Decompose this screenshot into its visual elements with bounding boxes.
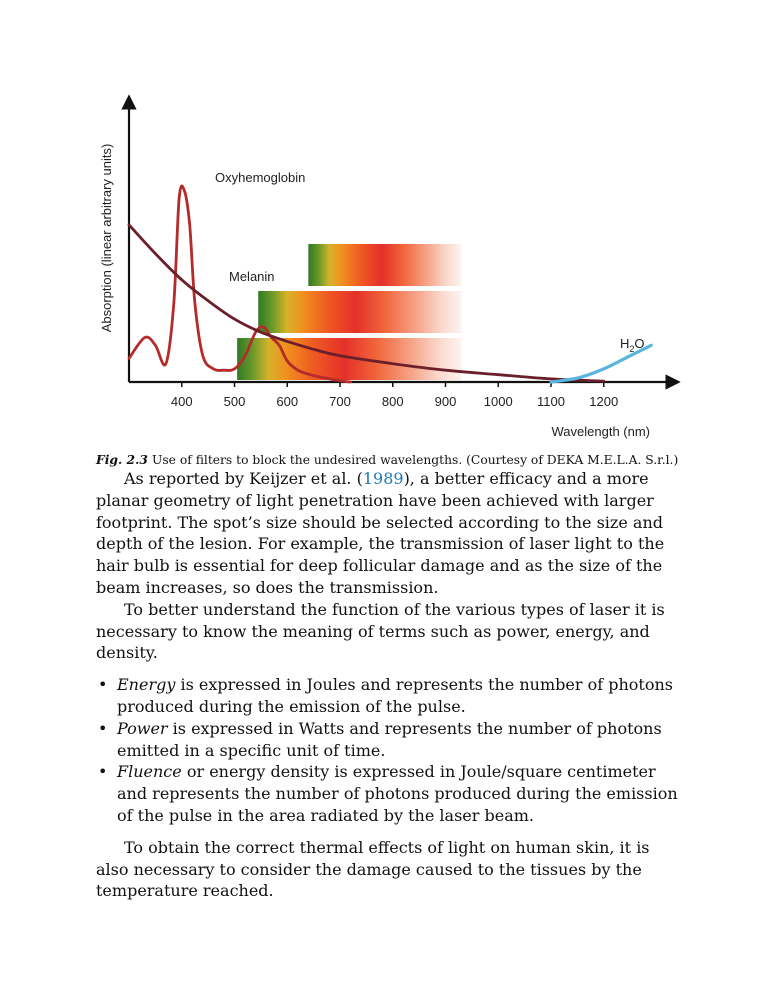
caption-text: Use of filters to block the undesired wavelengths. (Courtesy of DEKA M.E.L.A. S.r.l.): [151, 453, 679, 467]
paragraph-1: [96, 468, 686, 599]
melanin-label: Melanin: [229, 269, 275, 284]
x-tick-label: 1000: [483, 394, 513, 409]
list-item: [96, 718, 686, 762]
term-energy: Energy: [117, 675, 176, 695]
h2o-label-tail: O: [634, 336, 645, 351]
paragraph-1-end: ), a better efficacy and a more planar geometry of light penetration have been achieved with larger footprint. The spot’s size should be selected according to the size and depth of the lesion. For example, the transmission of laser light to the hair bulb is essential for deep follicular damage and as the size of the beam increases, so does the transmission.: [96, 469, 665, 597]
x-tick-label: 600: [276, 394, 299, 409]
x-tick-label: 700: [329, 394, 351, 409]
definition-fluence: or energy density is expressed in Joule/square centimeter and represents the number of photons produced during the emission of the pulse in the area radiated by the laser beam.: [117, 762, 678, 825]
figure-caption: [96, 452, 736, 467]
x-tick-label: 1200: [589, 394, 619, 409]
x-ticks: [171, 382, 618, 409]
x-tick-label: 500: [223, 394, 246, 409]
h2o-label-main: H: [620, 336, 630, 351]
bullet-icon: •: [98, 675, 108, 695]
definition-list: [96, 674, 686, 827]
term-power: Power: [117, 718, 168, 738]
oxyhemoglobin-label: Oxyhemoglobin: [215, 170, 306, 185]
filter-band-3: [308, 244, 461, 286]
x-tick-label: 900: [434, 394, 457, 409]
absorption-chart: [95, 90, 695, 445]
paragraph-3: To obtain the correct thermal effects of light on human skin, it is also necessary to consider the damage caused to the tissues by the temperature reached.: [96, 837, 650, 901]
filter-band-1: [237, 338, 461, 380]
x-tick-label: 400: [170, 394, 193, 409]
paragraph-1-start: As reported by Keijzer et al. (: [124, 469, 363, 488]
definition-power: is expressed in Watts and represents the number of photons emitted in a specific unit of time.: [117, 718, 662, 760]
bullet-icon: •: [98, 762, 108, 782]
h2o-label-sub: 2: [629, 344, 635, 354]
filter-bands: [237, 244, 461, 380]
body-text: [96, 468, 686, 902]
bullet-icon: •: [98, 718, 108, 738]
filter-band-2: [258, 291, 461, 333]
list-item: [96, 674, 686, 718]
list-item: [96, 761, 686, 826]
definition-energy: is expressed in Joules and represents the number of photons produced during the emission of the pulse.: [117, 675, 673, 716]
x-tick-label: 1100: [537, 394, 565, 409]
paragraph-2: To better understand the function of the various types of laser it is necessary to know the meaning of terms such as power, energy, and density.: [96, 599, 665, 663]
term-fluence: Fluence: [117, 762, 182, 782]
x-tick-label: 800: [381, 394, 404, 409]
caption-label: Fig. 2.3: [96, 452, 148, 467]
absorption-figure: [95, 90, 695, 445]
y-axis-label: Absorption (linear arbitrary units): [99, 143, 114, 333]
citation-link[interactable]: 1989: [362, 469, 404, 488]
x-axis-label: Wavelength (nm): [551, 424, 650, 439]
